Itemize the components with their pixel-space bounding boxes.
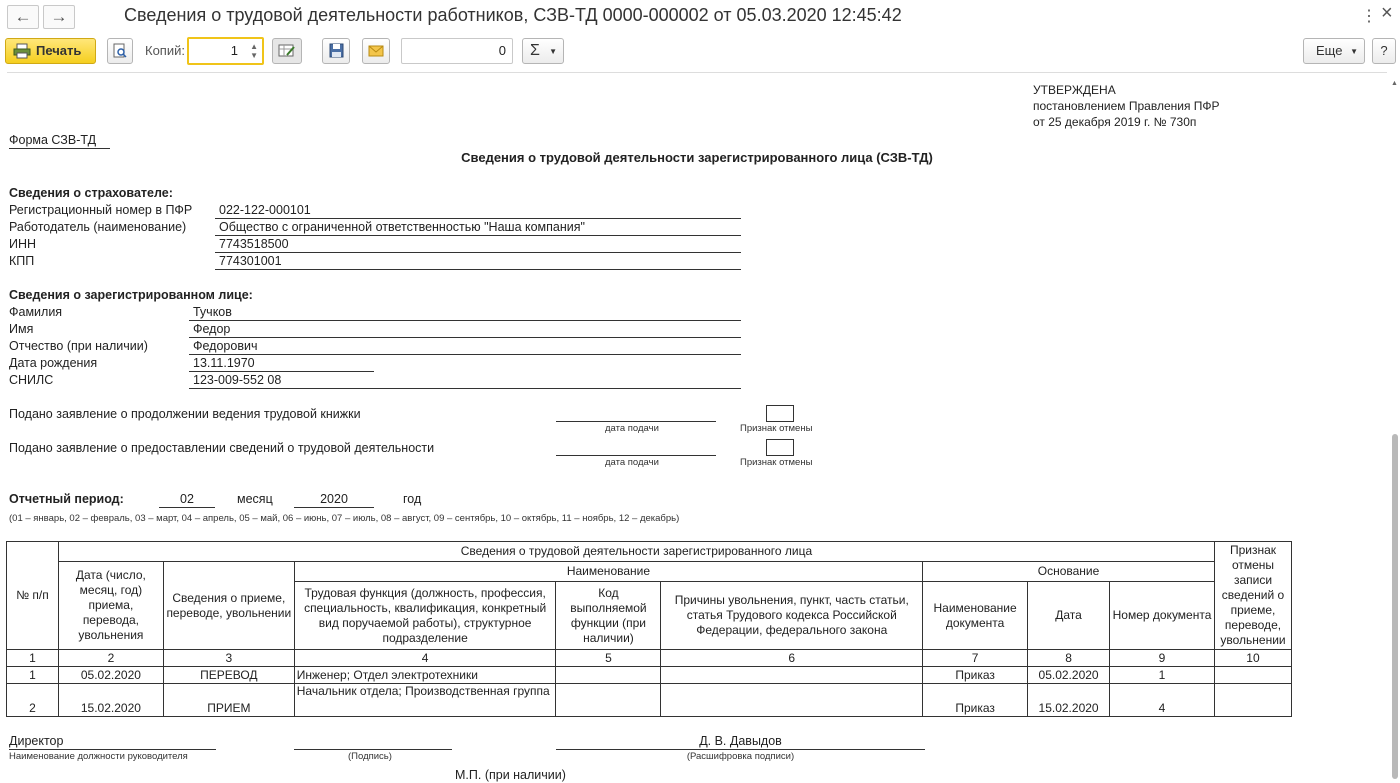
patronymic-value: Федорович [193,339,258,353]
signature-sign-caption: (Подпись) [348,751,392,762]
cell-function: Начальник отдела; Производственная группа [294,684,556,717]
forward-button[interactable] [43,5,75,29]
more-menu-icon[interactable]: ⋮ [1361,8,1377,25]
report-title: Сведения о трудовой деятельности зарегистрированного лица (СЗВ-ТД) [461,150,933,165]
field-underline [189,337,741,338]
cell-cancel [1214,684,1291,717]
help-button[interactable]: ? [1372,38,1396,64]
kpp-value: 774301001 [219,254,282,268]
header-date: Дата (число, месяц, год) приема, перевода, увольнения [58,562,163,650]
cell-doc-name: Приказ [923,684,1028,717]
sum-button[interactable] [522,38,564,64]
reg-number-value: 022-122-000101 [219,203,311,217]
envelope-icon [368,45,384,57]
col-number: 4 [294,650,556,667]
kpp-label: КПП [9,254,35,268]
cell-function: Инженер; Отдел электротехники [294,667,556,684]
field-underline [215,252,741,253]
cancel-caption-1: Признак отмены [740,423,813,434]
col-number: 2 [58,650,163,667]
header-function: Трудовая функция (должность, профессия, специальность, квалификация, конкретный вид поручаемой работы), структурное подразделение [294,582,556,650]
send-email-button[interactable] [362,38,390,64]
cell-code [556,667,661,684]
copies-label: Копий: [145,43,185,58]
col-number: 7 [923,650,1028,667]
window-title: Сведения о трудовой деятельности работников, СЗВ-ТД 0000-000002 от 05.03.2020 12:45:42 [124,5,902,25]
period-label: Отчетный период: [9,492,124,506]
spin-icon[interactable]: ▲ ▼ [250,42,258,60]
surname-value: Тучков [193,305,232,319]
insurer-heading: Сведения о страхователе: [9,186,173,200]
employer-value: Общество с ограниченной ответственностью "Наша компания" [219,220,585,234]
title-bar [0,0,1400,34]
col-number: 6 [661,650,923,667]
header-osn: Основание [923,562,1215,582]
header-cancel: Признак отмены записи сведений о приеме, переводе, увольнении [1214,542,1291,650]
snils-value: 123-009-552 08 [193,373,282,387]
sum-field[interactable]: 0 [401,38,513,64]
approved-line2: постановлением Правления ПФР [1033,99,1220,113]
cell-doc-date: 15.02.2020 [1028,684,1110,717]
field-underline [189,320,741,321]
period-hint: (01 – январь, 02 – февраль, 03 – март, 04 – апрель, 05 – май, 06 – июнь, 07 – июль, 08 – август, 09 – сентябрь, 10 – октябрь, 11 – ноябрь, 12 – декабрь) [9,513,680,524]
name-underline [556,749,925,750]
copies-value: 1 [230,43,238,58]
cancel-box-1 [766,405,794,422]
floppy-icon [329,43,344,58]
birth-date-label: Дата рождения [9,356,98,370]
application-2-text: Подано заявление о предоставлении сведений о трудовой деятельности [9,441,435,455]
period-month-value: 02 [180,492,194,506]
cell-num: 2 [7,684,59,717]
signature-position-caption: Наименование должности руководителя [9,751,188,762]
cancel-caption-2: Признак отмены [740,457,813,468]
inn-value: 7743518500 [219,237,289,251]
person-heading: Сведения о зарегистрированном лице: [9,288,253,302]
inn-label: ИНН [9,237,37,251]
cell-event: ПРИЕМ [163,684,294,717]
scroll-up-icon[interactable]: ▲ [1391,80,1398,87]
cell-doc-date: 05.02.2020 [1028,667,1110,684]
date-caption-2: дата подачи [605,457,659,468]
arrow-right-icon: → [50,7,68,26]
cell-date: 05.02.2020 [58,667,163,684]
print-label: Печать [36,43,82,58]
header-reason: Причины увольнения, пункт, часть статьи, статья Трудового кодекса Российской Федерации, федерального закона [661,582,923,650]
date-caption-1: дата подачи [605,423,659,434]
cell-doc-num: 4 [1110,684,1215,717]
col-number: 10 [1214,650,1291,667]
cell-cancel [1214,667,1291,684]
field-underline [215,235,741,236]
col-number: 5 [556,650,661,667]
cell-num: 1 [7,667,59,684]
toolbar [0,34,1400,70]
application-1-text: Подано заявление о продолжении ведения трудовой книжки [9,407,361,421]
name-value: Федор [193,322,231,336]
field-underline [215,269,741,270]
col-number: 3 [163,650,294,667]
header-doc-date: Дата [1028,582,1110,650]
col-number: 9 [1110,650,1215,667]
birth-date-value: 13.11.1970 [193,356,255,370]
preview-button[interactable] [107,38,133,64]
save-button[interactable] [322,38,350,64]
chevron-down-icon: ▼ [549,47,557,56]
header-code: Код выполняемой функции (при наличии) [556,582,661,650]
more-button[interactable] [1303,38,1365,64]
approved-line3: от 25 декабря 2019 г. № 730п [1033,115,1197,129]
header-info: Сведения о приеме, переводе, увольнении [163,562,294,650]
cell-event: ПЕРЕВОД [163,667,294,684]
sigma-icon: Σ [530,42,540,59]
cell-doc-name: Приказ [923,667,1028,684]
copies-input[interactable] [187,37,264,65]
cancel-box-2 [766,439,794,456]
form-name: Форма СЗВ-ТД [9,133,97,147]
signature-name: Д. В. Давыдов [699,734,782,748]
header-doc-num: Номер документа [1110,582,1215,650]
reg-number-label: Регистрационный номер в ПФР [9,203,193,217]
vertical-scrollbar[interactable] [1390,72,1400,783]
activity-table [6,541,1292,717]
cell-doc-num: 1 [1110,667,1215,684]
patronymic-label: Отчество (при наличии) [9,339,148,353]
column-number-row [7,650,1292,667]
field-underline [189,388,741,389]
period-month-label: месяц [237,492,273,506]
surname-label: Фамилия [9,305,63,319]
header-doc-name: Наименование документа [923,582,1028,650]
cell-reason [661,684,923,717]
signature-position: Директор [9,734,64,748]
snils-label: СНИЛС [9,373,54,387]
stamp-text: М.П. (при наличии) [455,768,566,782]
more-label: Еще [1316,43,1343,58]
header-naim: Наименование [294,562,922,582]
col-number: 8 [1028,650,1110,667]
field-underline [189,371,374,372]
month-underline [159,507,215,508]
header-num: № п/п [7,542,59,650]
period-year-label: год [403,492,422,506]
field-underline [189,354,741,355]
print-button[interactable] [5,38,96,64]
field-underline [215,218,741,219]
back-button[interactable] [7,5,39,29]
report-document [7,72,1387,783]
year-underline [294,507,374,508]
date-underline [556,455,716,456]
sign-underline [294,749,452,750]
table-row[interactable] [7,667,1292,684]
signature-name-caption: (Расшифровка подписи) [686,751,795,762]
table-row[interactable] [7,684,1292,717]
col-number: 1 [7,650,59,667]
table-edit-icon [278,43,296,59]
date-underline [556,421,716,422]
position-underline [9,749,216,750]
name-label: Имя [9,322,34,336]
employer-label: Работодатель (наименование) [9,220,187,234]
scrollbar-thumb[interactable] [1392,434,1398,779]
cell-reason [661,667,923,684]
preview-icon [112,43,128,59]
printer-icon [13,43,31,59]
period-year-value: 2020 [320,492,348,506]
header-group: Сведения о трудовой деятельности зарегистрированного лица [58,542,1214,562]
cell-date: 15.02.2020 [58,684,163,717]
close-icon[interactable]: × [1381,2,1393,24]
cell-code [556,684,661,717]
arrow-left-icon: ← [14,7,32,26]
chevron-down-icon: ▼ [1350,47,1358,56]
approved-title: УТВЕРЖДЕНА [1033,83,1116,97]
edit-mode-button[interactable] [272,38,302,64]
form-name-underline [9,148,110,149]
